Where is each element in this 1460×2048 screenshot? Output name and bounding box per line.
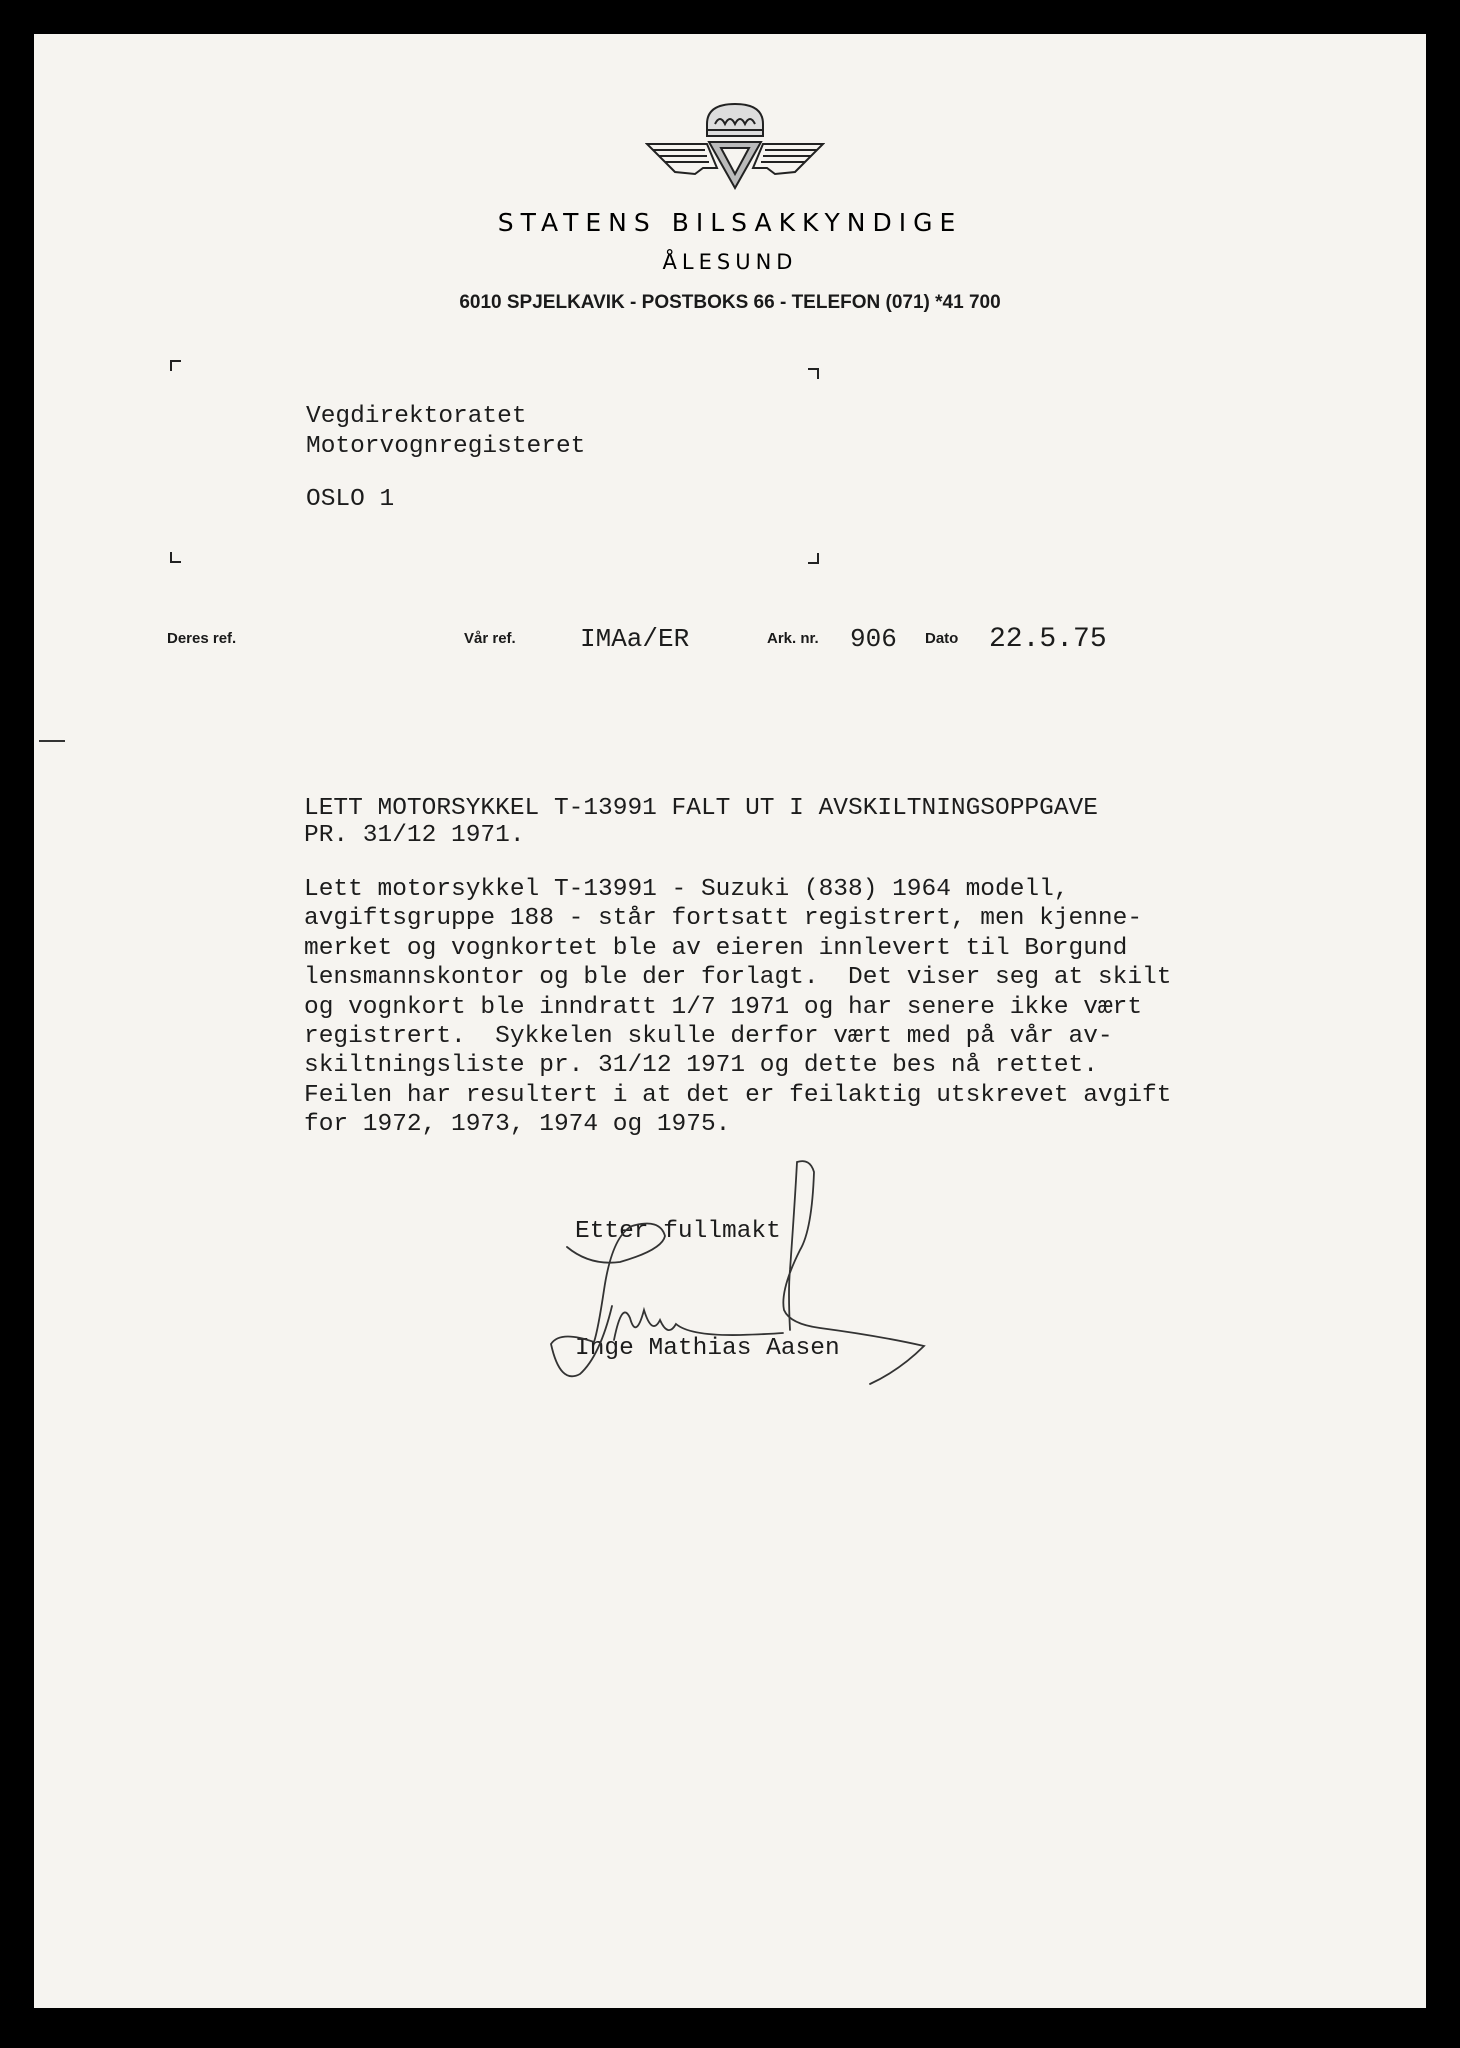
body-line: merket og vognkortet ble av eieren innlevert til Borgund xyxy=(304,934,1128,962)
body-line: registrert. Sykkelen skulle derfor vært med på vår av- xyxy=(304,1023,1113,1051)
subject-line: LETT MOTORSYKKEL T-13991 FALT UT I AVSKILTNINGSOPPGAVE xyxy=(304,795,1098,822)
ark-nr-label: Ark. nr. xyxy=(767,630,819,647)
organization-address: 6010 SPJELKAVIK - POSTBOKS 66 - TELEFON (071) *41 700 xyxy=(459,292,1001,313)
var-ref-value: IMAa/ER xyxy=(580,624,690,654)
organization-city: ÅLESUND xyxy=(662,250,798,274)
body-line: og vognkort ble inndratt 1/7 1971 og har senere ikke vært xyxy=(304,993,1143,1021)
body-line: lensmannskontor og ble der forlagt. Det viser seg at skilt xyxy=(304,964,1172,992)
deres-ref-label: Deres ref. xyxy=(167,630,237,647)
subject-line: PR. 31/12 1971. xyxy=(304,822,525,849)
body-line: avgiftsgruppe 188 - står fortsatt registrert, men kjenne- xyxy=(304,905,1143,933)
recipient-city: OSLO 1 xyxy=(306,486,395,513)
body-line: for 1972, 1973, 1974 og 1975. xyxy=(304,1111,731,1139)
body-line: Lett motorsykkel T-13991 - Suzuki (838) 1964 modell, xyxy=(304,876,1069,903)
signer-name: Inge Mathias Aasen xyxy=(575,1335,840,1362)
closing-authority: Etter fullmakt xyxy=(575,1218,781,1245)
recipient-line: Vegdirektoratet xyxy=(306,403,527,430)
organization-name: STATENS BILSAKKYNDIGE xyxy=(497,208,963,237)
dato-value: 22.5.75 xyxy=(989,624,1107,655)
dato-label: Dato xyxy=(925,630,959,647)
recipient-line: Motorvognregisteret xyxy=(306,433,586,460)
var-ref-label: Vår ref. xyxy=(464,630,516,647)
body-line: Feilen har resultert i at det er feilaktig utskrevet avgift xyxy=(304,1081,1172,1109)
body-line: skiltningsliste pr. 31/12 1971 og dette bes nå rettet. xyxy=(304,1052,1098,1080)
ark-nr-value: 906 xyxy=(850,624,897,654)
